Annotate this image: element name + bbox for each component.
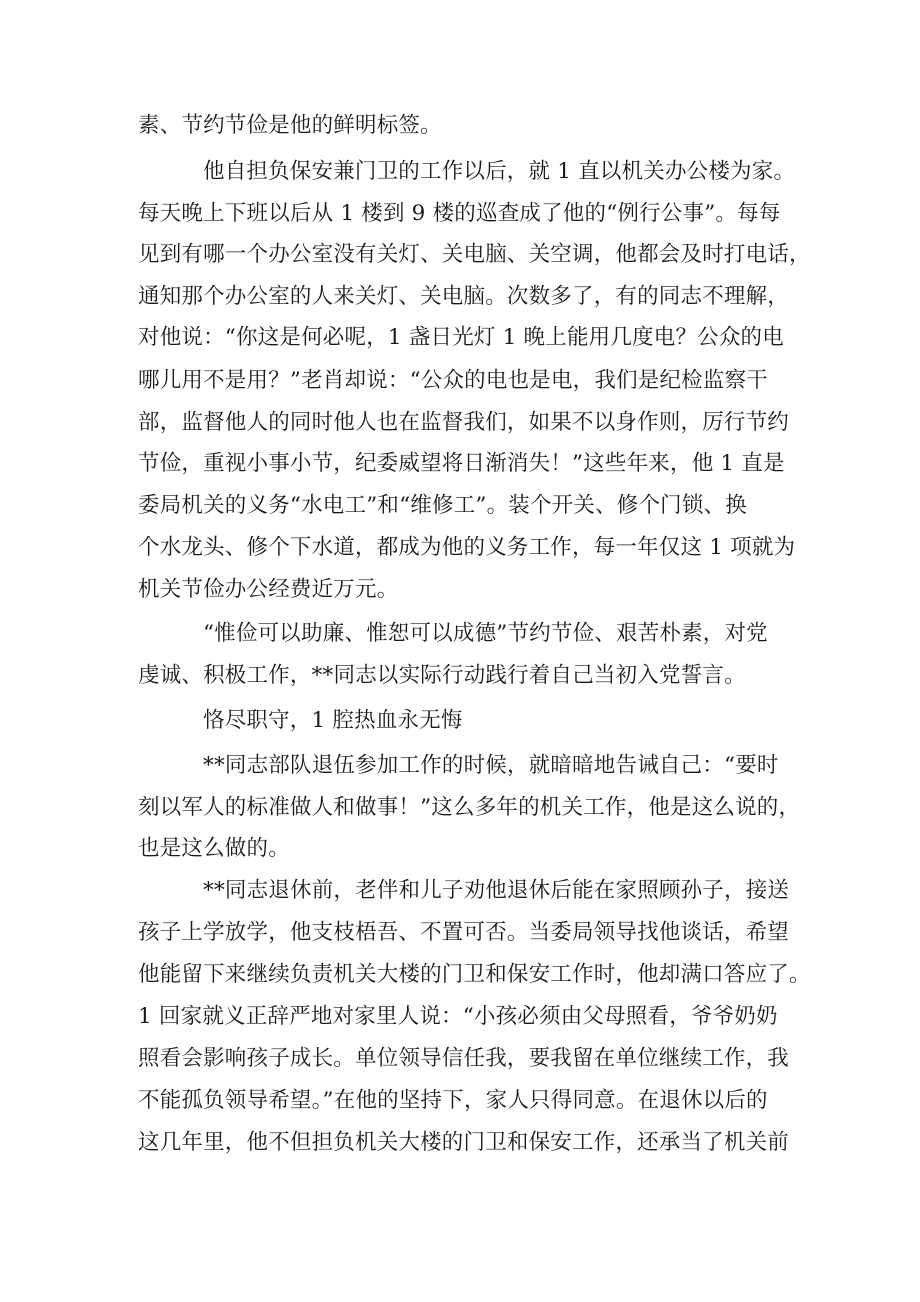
text-line-9: 节俭，重视小事小节，纪委威望将日渐消失！”这些年来，他 1 直是 bbox=[138, 451, 785, 476]
text-line-17: 刻以军人的标准做人和做事！”这么多年的机关工作，他是这么说的， bbox=[138, 795, 801, 820]
text-line-10: 委局机关的义务“水电工”和“维修工”。装个开关、修个门锁、换 bbox=[138, 493, 747, 518]
text-line-7: 哪儿用不是用？”老肖却说：“公众的电也是电，我们是纪检监察干 bbox=[138, 368, 768, 393]
text-line-23: 照看会影响孩子成长。单位领导信任我，要我留在单位继续工作，我 bbox=[138, 1046, 790, 1071]
text-line-5: 通知那个办公室的人来关灯、关电脑。次数多了，有的同志不理解， bbox=[138, 284, 790, 309]
text-line-21: 他能留下来继续负责机关大楼的门卫和保安工作时，他却满口答应了。 bbox=[138, 962, 811, 987]
text-line-18: 也是这么做的。 bbox=[138, 836, 290, 861]
text-line-13: “惟俭可以助廉、惟恕可以成德”节约节俭、艰苦朴素，对党 bbox=[203, 621, 768, 646]
text-line-20: 孩子上学放学，他支枝梧吾、不置可否。当委局领导找他谈话，希望 bbox=[138, 920, 790, 945]
text-line-1: 素、节约节俭是他的鲜明标签。 bbox=[138, 113, 442, 138]
text-line-22: 1 回家就义正辞严地对家里人说：“小孩必须由父母照看，爷爷奶奶 bbox=[138, 1004, 778, 1029]
text-line-2: 他自担负保安兼门卫的工作以后，就 1 直以机关办公楼为家。 bbox=[203, 159, 796, 184]
section-heading: 恪尽职守，1 腔热血永无悔 bbox=[203, 708, 463, 733]
text-line-14: 虔诚、积极工作，**同志以实际行动践行着自己当初入党誓言。 bbox=[138, 663, 746, 688]
text-line-4: 见到有哪一个办公室没有关灯、关电脑、关空调，他都会及时打电话， bbox=[138, 242, 811, 267]
text-line-12: 机关节俭办公经费近万元。 bbox=[138, 577, 399, 602]
text-line-8: 部，监督他人的同时他人也在监督我们，如果不以身作则，厉行节约 bbox=[138, 410, 790, 435]
text-line-11: 个水龙头、修个下水道，都成为他的义务工作，每一年仅这 1 项就为 bbox=[138, 535, 796, 560]
text-line-16: **同志部队退伍参加工作的时候，就暗暗地告诫自己：“要时 bbox=[203, 753, 779, 778]
text-line-19: **同志退休前，老伴和儿子劝他退休后能在家照顾孙子，接送 bbox=[203, 878, 790, 903]
text-line-6: 对他说：“你这是何必呢，1 盏日光灯 1 晚上能用几度电？公众的电 bbox=[138, 325, 784, 350]
text-line-24: 不能孤负领导希望。”在他的坚持下，家人只得同意。在退休以后的 bbox=[138, 1088, 768, 1113]
text-line-25: 这几年里，他不但担负机关大楼的门卫和保安工作，还承当了机关前 bbox=[138, 1130, 790, 1155]
text-line-3: 每天晚上下班以后从 1 楼到 9 楼的巡查成了他的“例行公事”。每每 bbox=[138, 201, 781, 226]
